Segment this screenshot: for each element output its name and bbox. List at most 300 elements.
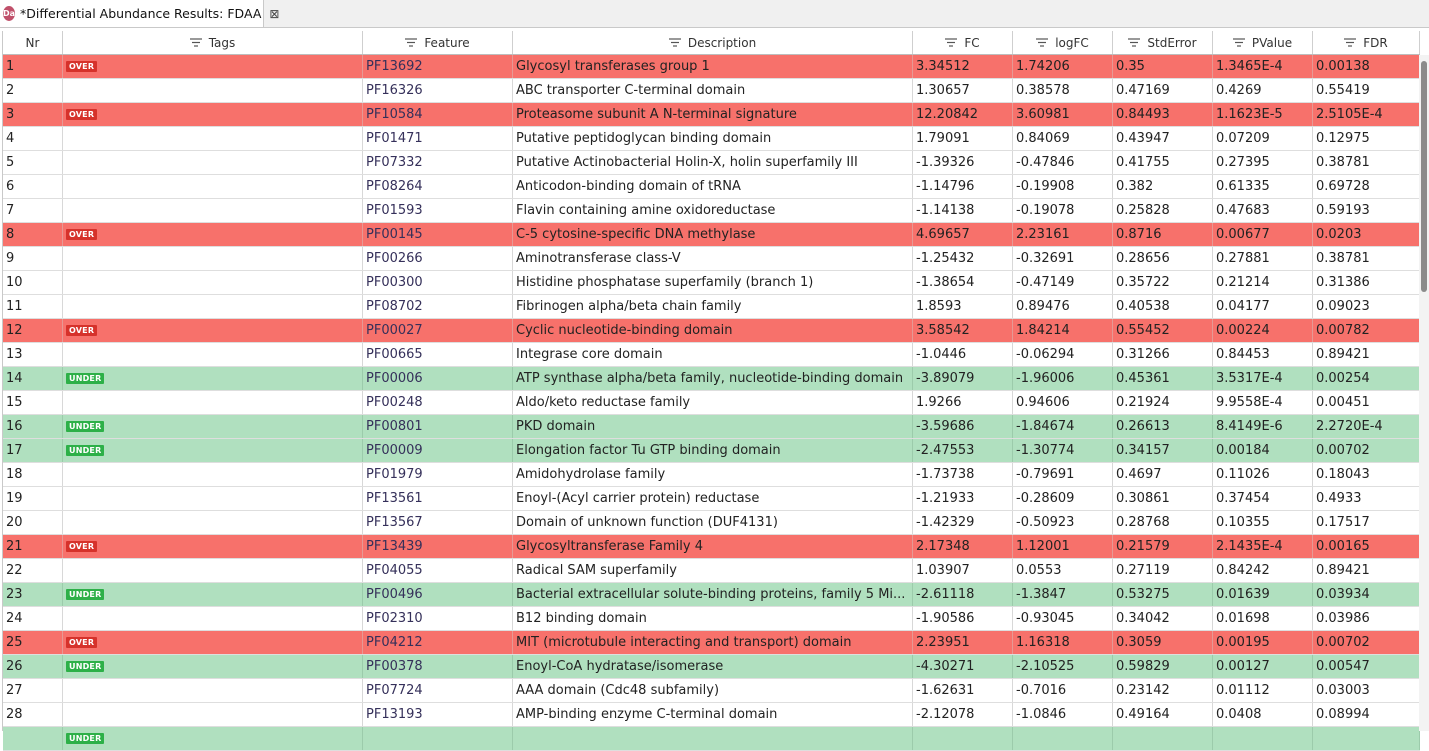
vertical-scrollbar[interactable]: [1419, 55, 1429, 731]
cell-stderr: 0.34157: [1113, 439, 1213, 462]
cell-logfc: -0.50923: [1013, 511, 1113, 534]
column-header-feature[interactable]: [363, 31, 513, 54]
cell-tags: [63, 367, 363, 390]
filter-icon[interactable]: [945, 38, 957, 47]
cell-nr: 6: [3, 175, 63, 198]
cell-pvalue: 3.5317E-4: [1213, 367, 1313, 390]
cell-fdr: 0.00702: [1313, 631, 1420, 654]
cell-pvalue: 8.4149E-6: [1213, 415, 1313, 438]
cell-feature: PF01593: [363, 199, 513, 222]
cell-nr: 26: [3, 655, 63, 678]
cell-tags: [63, 415, 363, 438]
cell-tags: [63, 679, 363, 702]
cell-logfc: -1.30774: [1013, 439, 1113, 462]
filter-icon[interactable]: [190, 38, 202, 47]
table-row[interactable]: [3, 391, 1420, 415]
filter-icon[interactable]: [1344, 38, 1356, 47]
cell-feature: PF02310: [363, 607, 513, 630]
cell-stderr: 0.35722: [1113, 271, 1213, 294]
cell-nr: 22: [3, 559, 63, 582]
cell-nr: 23: [3, 583, 63, 606]
cell-fc: -1.39326: [913, 151, 1013, 174]
cell-feature: PF13567: [363, 511, 513, 534]
under-badge: UNDER: [66, 661, 104, 672]
cell-nr: 28: [3, 703, 63, 726]
results-table: [2, 31, 1420, 743]
cell-stderr: 0.8716: [1113, 223, 1213, 246]
cell-fdr: 0.55419: [1313, 79, 1420, 102]
cell-stderr: 0.35: [1113, 55, 1213, 78]
cell-feature: PF13692: [363, 55, 513, 78]
cell-pvalue: 0.00224: [1213, 319, 1313, 342]
column-header-label: Description: [687, 35, 757, 50]
cell-pvalue: 9.9558E-4: [1213, 391, 1313, 414]
cell-description: C-5 cytosine-specific DNA methylase: [513, 223, 913, 246]
cell-tags: [63, 607, 363, 630]
table-row[interactable]: [3, 415, 1420, 439]
cell-description: Histidine phosphatase superfamily (branch 1): [513, 271, 913, 294]
cell-fc: -1.62631: [913, 679, 1013, 702]
table-row[interactable]: [3, 295, 1420, 319]
cell-fc: -1.38654: [913, 271, 1013, 294]
table-row[interactable]: [3, 679, 1420, 703]
table-row[interactable]: [3, 79, 1420, 103]
cell-fdr: 0.03934: [1313, 583, 1420, 606]
cell-description: AMP-binding enzyme C-terminal domain: [513, 703, 913, 726]
table-row[interactable]: [3, 511, 1420, 535]
column-header-stderr[interactable]: [1113, 31, 1213, 54]
cell-pvalue: 0.01639: [1213, 583, 1313, 606]
cell-pvalue: 0.47683: [1213, 199, 1313, 222]
cell-fdr: 0.38781: [1313, 151, 1420, 174]
table-row[interactable]: [3, 559, 1420, 583]
cell-description: Cyclic nucleotide-binding domain: [513, 319, 913, 342]
cell-tags: [63, 463, 363, 486]
filter-icon[interactable]: [405, 38, 417, 47]
cell-logfc: 0.89476: [1013, 295, 1113, 318]
cell-pvalue: 0.37454: [1213, 487, 1313, 510]
cell-pvalue: 0.04177: [1213, 295, 1313, 318]
cell-feature: [363, 727, 513, 750]
table-row[interactable]: [3, 367, 1420, 391]
table-body: [3, 55, 1420, 751]
cell-feature: PF00266: [363, 247, 513, 270]
cell-pvalue: 0.00195: [1213, 631, 1313, 654]
cell-stderr: 0.4697: [1113, 463, 1213, 486]
cell-feature: PF01471: [363, 127, 513, 150]
close-tab-icon[interactable]: ⊠: [269, 6, 280, 21]
cell-stderr: 0.34042: [1113, 607, 1213, 630]
table-row[interactable]: [3, 151, 1420, 175]
cell-tags: [63, 127, 363, 150]
cell-fc: 1.03907: [913, 559, 1013, 582]
cell-fc: -2.61118: [913, 583, 1013, 606]
cell-fdr: 0.89421: [1313, 559, 1420, 582]
cell-pvalue: 0.21214: [1213, 271, 1313, 294]
cell-fc: 1.8593: [913, 295, 1013, 318]
cell-nr: 15: [3, 391, 63, 414]
cell-nr: 21: [3, 535, 63, 558]
table-row[interactable]: [3, 631, 1420, 655]
cell-description: [513, 727, 913, 750]
cell-pvalue: 0.00127: [1213, 655, 1313, 678]
cell-fdr: 0.09023: [1313, 295, 1420, 318]
cell-pvalue: 2.1435E-4: [1213, 535, 1313, 558]
cell-tags: [63, 703, 363, 726]
cell-tags: [63, 391, 363, 414]
cell-fdr: 0.03986: [1313, 607, 1420, 630]
cell-fdr: [1313, 727, 1420, 750]
cell-pvalue: 0.27395: [1213, 151, 1313, 174]
cell-pvalue: 0.00677: [1213, 223, 1313, 246]
table-row[interactable]: [3, 487, 1420, 511]
cell-logfc: 3.60981: [1013, 103, 1113, 126]
cell-description: Anticodon-binding domain of tRNA: [513, 175, 913, 198]
editor-tab-differential-abundance[interactable]: [0, 0, 280, 27]
cell-tags: [63, 103, 363, 126]
under-badge: UNDER: [66, 373, 104, 384]
cell-tags: [63, 247, 363, 270]
cell-nr: 20: [3, 511, 63, 534]
cell-nr: 19: [3, 487, 63, 510]
cell-logfc: 0.0553: [1013, 559, 1113, 582]
cell-fc: -2.47553: [913, 439, 1013, 462]
cell-feature: PF08264: [363, 175, 513, 198]
cell-tags: [63, 487, 363, 510]
cell-nr: 11: [3, 295, 63, 318]
table-row[interactable]: [3, 319, 1420, 343]
table-header: [3, 31, 1420, 55]
table-row[interactable]: [3, 583, 1420, 607]
cell-feature: PF00009: [363, 439, 513, 462]
cell-pvalue: 0.10355: [1213, 511, 1313, 534]
cell-fdr: 0.03003: [1313, 679, 1420, 702]
document-icon: Da: [3, 6, 15, 21]
cell-fdr: 0.00165: [1313, 535, 1420, 558]
table-row[interactable]: [3, 223, 1420, 247]
under-badge: UNDER: [66, 421, 104, 432]
cell-nr: 13: [3, 343, 63, 366]
cell-tags: [63, 655, 363, 678]
table-row[interactable]: [3, 127, 1420, 151]
cell-fc: 3.34512: [913, 55, 1013, 78]
cell-stderr: 0.40538: [1113, 295, 1213, 318]
cell-logfc: -0.7016: [1013, 679, 1113, 702]
cell-nr: 1: [3, 55, 63, 78]
cell-stderr: 0.28656: [1113, 247, 1213, 270]
cell-fc: [913, 727, 1013, 750]
table-row[interactable]: [3, 607, 1420, 631]
under-badge: UNDER: [66, 589, 104, 600]
cell-nr: [3, 727, 63, 750]
cell-stderr: 0.49164: [1113, 703, 1213, 726]
cell-stderr: 0.21924: [1113, 391, 1213, 414]
table-row[interactable]: [3, 55, 1420, 79]
cell-description: Elongation factor Tu GTP binding domain: [513, 439, 913, 462]
cell-stderr: 0.41755: [1113, 151, 1213, 174]
cell-description: Aldo/keto reductase family: [513, 391, 913, 414]
cell-fc: 12.20842: [913, 103, 1013, 126]
cell-stderr: 0.26613: [1113, 415, 1213, 438]
cell-stderr: 0.23142: [1113, 679, 1213, 702]
cell-logfc: -0.32691: [1013, 247, 1113, 270]
cell-tags: [63, 727, 363, 750]
cell-description: Fibrinogen alpha/beta chain family: [513, 295, 913, 318]
cell-feature: PF04212: [363, 631, 513, 654]
table-row[interactable]: [3, 727, 1420, 751]
cell-fdr: 0.0203: [1313, 223, 1420, 246]
cell-description: Bacterial extracellular solute-binding proteins, family 5 Mi...: [513, 583, 913, 606]
column-header-label: logFC: [1055, 35, 1089, 50]
cell-description: Domain of unknown function (DUF4131): [513, 511, 913, 534]
cell-nr: 16: [3, 415, 63, 438]
cell-nr: 27: [3, 679, 63, 702]
cell-logfc: 2.23161: [1013, 223, 1113, 246]
table-row[interactable]: [3, 343, 1420, 367]
cell-tags: [63, 55, 363, 78]
cell-description: ABC transporter C-terminal domain: [513, 79, 913, 102]
cell-nr: 7: [3, 199, 63, 222]
cell-description: Glycosyl transferases group 1: [513, 55, 913, 78]
cell-logfc: 1.84214: [1013, 319, 1113, 342]
column-header-nr[interactable]: [3, 31, 63, 54]
cell-nr: 5: [3, 151, 63, 174]
cell-feature: PF00145: [363, 223, 513, 246]
over-badge: OVER: [66, 109, 97, 120]
cell-fc: -1.14796: [913, 175, 1013, 198]
cell-fdr: 0.00702: [1313, 439, 1420, 462]
cell-tags: [63, 151, 363, 174]
cell-fc: -1.0446: [913, 343, 1013, 366]
cell-description: AAA domain (Cdc48 subfamily): [513, 679, 913, 702]
cell-pvalue: 0.61335: [1213, 175, 1313, 198]
cell-logfc: 1.12001: [1013, 535, 1113, 558]
cell-pvalue: 0.0408: [1213, 703, 1313, 726]
cell-logfc: 0.38578: [1013, 79, 1113, 102]
cell-fdr: 0.18043: [1313, 463, 1420, 486]
over-badge: OVER: [66, 541, 97, 552]
cell-logfc: [1013, 727, 1113, 750]
cell-nr: 10: [3, 271, 63, 294]
table-row[interactable]: [3, 703, 1420, 727]
cell-tags: [63, 79, 363, 102]
cell-fc: 2.17348: [913, 535, 1013, 558]
cell-logfc: -1.3847: [1013, 583, 1113, 606]
cell-fdr: 0.00254: [1313, 367, 1420, 390]
cell-fc: 1.30657: [913, 79, 1013, 102]
cell-logfc: -0.47149: [1013, 271, 1113, 294]
under-badge: UNDER: [66, 445, 104, 456]
cell-fc: -1.25432: [913, 247, 1013, 270]
cell-nr: 12: [3, 319, 63, 342]
cell-description: Putative peptidoglycan binding domain: [513, 127, 913, 150]
cell-feature: PF10584: [363, 103, 513, 126]
cell-nr: 3: [3, 103, 63, 126]
scrollbar-thumb[interactable]: [1421, 61, 1427, 292]
filter-icon[interactable]: [1036, 38, 1048, 47]
table-row[interactable]: [3, 103, 1420, 127]
cell-feature: PF16326: [363, 79, 513, 102]
cell-fc: 1.79091: [913, 127, 1013, 150]
cell-stderr: 0.31266: [1113, 343, 1213, 366]
cell-tags: [63, 175, 363, 198]
cell-feature: PF07724: [363, 679, 513, 702]
cell-nr: 24: [3, 607, 63, 630]
cell-feature: PF07332: [363, 151, 513, 174]
cell-feature: PF13439: [363, 535, 513, 558]
cell-fdr: 0.38781: [1313, 247, 1420, 270]
table-row[interactable]: [3, 463, 1420, 487]
column-header-label: StdError: [1147, 35, 1197, 50]
filter-icon[interactable]: [1233, 38, 1245, 47]
under-badge: UNDER: [66, 733, 104, 744]
cell-logfc: -2.10525: [1013, 655, 1113, 678]
cell-description: Glycosyltransferase Family 4: [513, 535, 913, 558]
cell-description: Enoyl-(Acyl carrier protein) reductase: [513, 487, 913, 510]
cell-tags: [63, 583, 363, 606]
cell-fdr: 0.08994: [1313, 703, 1420, 726]
cell-stderr: 0.43947: [1113, 127, 1213, 150]
cell-description: Putative Actinobacterial Holin-X, holin superfamily III: [513, 151, 913, 174]
cell-logfc: -1.96006: [1013, 367, 1113, 390]
cell-stderr: 0.21579: [1113, 535, 1213, 558]
cell-stderr: 0.84493: [1113, 103, 1213, 126]
cell-tags: [63, 223, 363, 246]
cell-feature: PF08702: [363, 295, 513, 318]
cell-feature: PF04055: [363, 559, 513, 582]
cell-nr: 14: [3, 367, 63, 390]
cell-description: Amidohydrolase family: [513, 463, 913, 486]
column-header-description[interactable]: [513, 31, 913, 54]
cell-pvalue: 0.11026: [1213, 463, 1313, 486]
column-header-fc[interactable]: [913, 31, 1013, 54]
table-row[interactable]: [3, 247, 1420, 271]
cell-stderr: 0.53275: [1113, 583, 1213, 606]
cell-fdr: 0.89421: [1313, 343, 1420, 366]
cell-stderr: 0.45361: [1113, 367, 1213, 390]
cell-nr: 17: [3, 439, 63, 462]
column-header-tags[interactable]: [63, 31, 363, 54]
cell-logfc: -1.84674: [1013, 415, 1113, 438]
cell-stderr: [1113, 727, 1213, 750]
table-row[interactable]: [3, 439, 1420, 463]
cell-fdr: 0.00547: [1313, 655, 1420, 678]
column-header-label: Tags: [208, 35, 236, 50]
cell-description: Aminotransferase class-V: [513, 247, 913, 270]
cell-fc: 3.58542: [913, 319, 1013, 342]
cell-tags: [63, 319, 363, 342]
cell-pvalue: 0.27881: [1213, 247, 1313, 270]
cell-logfc: -0.47846: [1013, 151, 1113, 174]
cell-pvalue: 1.1623E-5: [1213, 103, 1313, 126]
filter-icon[interactable]: [1128, 38, 1140, 47]
cell-fdr: 0.17517: [1313, 511, 1420, 534]
cell-fdr: 2.2720E-4: [1313, 415, 1420, 438]
cell-tags: [63, 271, 363, 294]
cell-stderr: 0.27119: [1113, 559, 1213, 582]
editor-tab-bar: [0, 0, 1429, 28]
cell-stderr: 0.30861: [1113, 487, 1213, 510]
tab-title: *Differential Abundance Results: FDAA: [20, 6, 262, 21]
cell-fdr: 0.00451: [1313, 391, 1420, 414]
cell-feature: PF00665: [363, 343, 513, 366]
cell-fc: -1.73738: [913, 463, 1013, 486]
cell-description: Proteasome subunit A N-terminal signature: [513, 103, 913, 126]
cell-pvalue: 0.01698: [1213, 607, 1313, 630]
cell-nr: 25: [3, 631, 63, 654]
cell-fc: -3.59686: [913, 415, 1013, 438]
cell-feature: PF00801: [363, 415, 513, 438]
column-header-pvalue[interactable]: [1213, 31, 1313, 54]
cell-tags: [63, 535, 363, 558]
cell-stderr: 0.382: [1113, 175, 1213, 198]
table-row[interactable]: [3, 535, 1420, 559]
cell-description: ATP synthase alpha/beta family, nucleotide-binding domain: [513, 367, 913, 390]
cell-feature: PF00248: [363, 391, 513, 414]
cell-feature: PF13561: [363, 487, 513, 510]
cell-fc: 4.69657: [913, 223, 1013, 246]
column-header-label: FDR: [1363, 35, 1388, 50]
cell-fc: -2.12078: [913, 703, 1013, 726]
filter-icon[interactable]: [669, 38, 681, 47]
cell-tags: [63, 295, 363, 318]
cell-fc: -1.21933: [913, 487, 1013, 510]
column-header-label: FC: [964, 35, 980, 50]
cell-nr: 8: [3, 223, 63, 246]
cell-logfc: -0.19078: [1013, 199, 1113, 222]
cell-nr: 4: [3, 127, 63, 150]
cell-description: MIT (microtubule interacting and transport) domain: [513, 631, 913, 654]
cell-tags: [63, 511, 363, 534]
cell-description: Enoyl-CoA hydratase/isomerase: [513, 655, 913, 678]
cell-nr: 18: [3, 463, 63, 486]
table-row[interactable]: [3, 175, 1420, 199]
over-badge: OVER: [66, 637, 97, 648]
cell-logfc: 1.74206: [1013, 55, 1113, 78]
over-badge: OVER: [66, 61, 97, 72]
cell-pvalue: 0.07209: [1213, 127, 1313, 150]
cell-fc: -1.42329: [913, 511, 1013, 534]
cell-fdr: 0.69728: [1313, 175, 1420, 198]
cell-fdr: 0.4933: [1313, 487, 1420, 510]
cell-fc: 1.9266: [913, 391, 1013, 414]
table-row[interactable]: [3, 271, 1420, 295]
cell-stderr: 0.47169: [1113, 79, 1213, 102]
cell-fdr: 2.5105E-4: [1313, 103, 1420, 126]
cell-tags: [63, 199, 363, 222]
cell-fdr: 0.12975: [1313, 127, 1420, 150]
cell-pvalue: 1.3465E-4: [1213, 55, 1313, 78]
cell-logfc: -0.06294: [1013, 343, 1113, 366]
cell-fdr: 0.31386: [1313, 271, 1420, 294]
column-header-fdr[interactable]: [1313, 31, 1420, 54]
cell-feature: PF00378: [363, 655, 513, 678]
table-row[interactable]: [3, 199, 1420, 223]
cell-logfc: -1.0846: [1013, 703, 1113, 726]
cell-description: PKD domain: [513, 415, 913, 438]
cell-fc: -1.14138: [913, 199, 1013, 222]
cell-nr: 9: [3, 247, 63, 270]
cell-fc: -3.89079: [913, 367, 1013, 390]
cell-tags: [63, 343, 363, 366]
column-header-logfc[interactable]: [1013, 31, 1113, 54]
cell-logfc: -0.93045: [1013, 607, 1113, 630]
table-row[interactable]: [3, 655, 1420, 679]
cell-logfc: -0.79691: [1013, 463, 1113, 486]
cell-logfc: 1.16318: [1013, 631, 1113, 654]
cell-feature: PF01979: [363, 463, 513, 486]
cell-fc: -1.90586: [913, 607, 1013, 630]
